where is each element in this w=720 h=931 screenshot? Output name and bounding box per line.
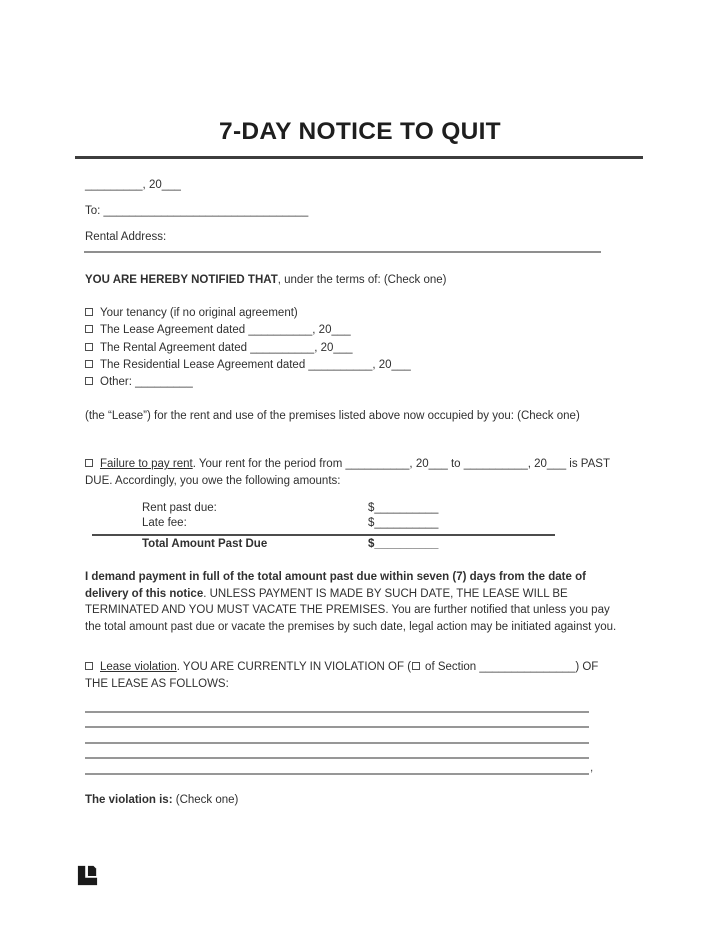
date-line[interactable] xyxy=(85,179,181,191)
demand-line2-rest: . UNLESS PAYMENT IS MADE BY SUCH DATE, THE LEASE WILL BE xyxy=(203,587,568,600)
amount-label: Late fee: xyxy=(142,517,187,529)
option-rental-agreement xyxy=(85,340,411,357)
checkbox-lease-violation[interactable] xyxy=(85,662,93,670)
writing-line-trailing-comma: , xyxy=(590,762,594,774)
amount-row-total xyxy=(142,538,439,550)
date-blank[interactable]: _________, 20___ xyxy=(85,179,181,191)
violation-is-rest: (Check one) xyxy=(172,794,239,806)
title-divider xyxy=(75,156,643,159)
demand-line2-bold: delivery of this notice xyxy=(85,587,204,600)
failure-line-2: DUE. Accordingly, you owe the following amounts: xyxy=(85,475,341,487)
violation-writing-line[interactable] xyxy=(85,773,589,775)
lease-violation-section xyxy=(85,659,598,693)
violation-section-blank[interactable]: of Section _______________ xyxy=(425,661,576,673)
demand-line-4: the total amount past due or vacate the premises by such date, legal action may be initiated against you. xyxy=(85,620,617,633)
failure-line1-rest: . Your rent for the period from __________, 20___ to __________, 20___ is PAST xyxy=(192,458,610,470)
to-blank[interactable]: ________________________________ xyxy=(103,205,309,217)
option-label: Other: _________ xyxy=(100,376,193,389)
checkbox-lease-agreement[interactable] xyxy=(85,325,93,333)
violation-is-heading xyxy=(85,794,238,806)
failure-to-pay-section xyxy=(85,456,610,490)
option-lease-agreement xyxy=(85,322,411,339)
notified-heading-bold: YOU ARE HEREBY NOTIFIED THAT xyxy=(85,274,278,286)
option-label: The Lease Agreement dated __________, 20___ xyxy=(100,324,351,337)
total-value-blank[interactable]: $__________ xyxy=(368,538,439,550)
legal-templates-logo-icon xyxy=(77,865,98,886)
notified-heading xyxy=(85,274,447,286)
option-label: Your tenancy (if no original agreement) xyxy=(100,307,298,319)
violation-title: Lease violation xyxy=(100,661,177,673)
checkbox-other[interactable] xyxy=(85,377,93,385)
amount-value-blank[interactable]: $__________ xyxy=(368,517,439,529)
demand-line-2 xyxy=(85,586,616,603)
lease-intro-paragraph: (the “Lease”) for the rent and use of the premises listed above now occupied by you: (Check one) xyxy=(85,410,580,422)
violation-line-2: THE LEASE AS FOLLOWS: xyxy=(85,678,229,690)
demand-line-1: I demand payment in full of the total amount past due within seven (7) days from the date of xyxy=(85,571,586,583)
violation-mid: . YOU ARE CURRENTLY IN VIOLATION OF ( xyxy=(176,661,412,673)
checkbox-tenancy[interactable] xyxy=(85,308,93,316)
violation-writing-line[interactable] xyxy=(85,742,589,744)
option-other xyxy=(85,374,411,391)
to-label: To: xyxy=(85,205,101,217)
option-residential-lease xyxy=(85,357,411,374)
demand-line-3: TERMINATED AND YOU MUST VACATE THE PREMISES. You are further notified that unless you pay xyxy=(85,604,610,616)
total-label: Total Amount Past Due xyxy=(142,538,268,550)
checkbox-of-section[interactable] xyxy=(412,662,420,670)
violation-close: ) OF xyxy=(575,661,599,673)
checkbox-residential-lease[interactable] xyxy=(85,360,93,368)
amount-row-late-fee xyxy=(142,517,439,529)
amounts-total-divider xyxy=(92,534,555,536)
option-label: The Residential Lease Agreement dated __________, 20___ xyxy=(100,358,411,371)
violation-writing-line[interactable] xyxy=(85,711,589,713)
option-label: The Rental Agreement dated __________, 20___ xyxy=(100,341,353,354)
rental-address-label: Rental Address: xyxy=(85,231,167,243)
rental-address-blank[interactable] xyxy=(84,251,601,253)
agreement-options-list xyxy=(85,305,411,391)
failure-line-1 xyxy=(85,456,610,473)
amount-row-rent xyxy=(142,502,439,514)
violation-writing-line[interactable] xyxy=(85,726,589,728)
amount-label: Rent past due: xyxy=(142,502,217,514)
demand-paragraph xyxy=(85,569,616,635)
to-line xyxy=(85,205,308,217)
violation-writing-line[interactable] xyxy=(85,757,589,759)
checkbox-failure-to-pay[interactable] xyxy=(85,459,93,467)
amount-value-blank[interactable]: $__________ xyxy=(368,502,439,514)
option-tenancy xyxy=(85,305,411,322)
failure-title: Failure to pay rent xyxy=(100,458,193,470)
notified-heading-rest: , under the terms of: (Check one) xyxy=(277,274,447,286)
violation-is-bold: The violation is: xyxy=(85,794,173,806)
violation-line-1 xyxy=(85,659,598,676)
checkbox-rental-agreement[interactable] xyxy=(85,343,93,351)
page-title: 7-DAY NOTICE TO QUIT xyxy=(219,118,501,145)
